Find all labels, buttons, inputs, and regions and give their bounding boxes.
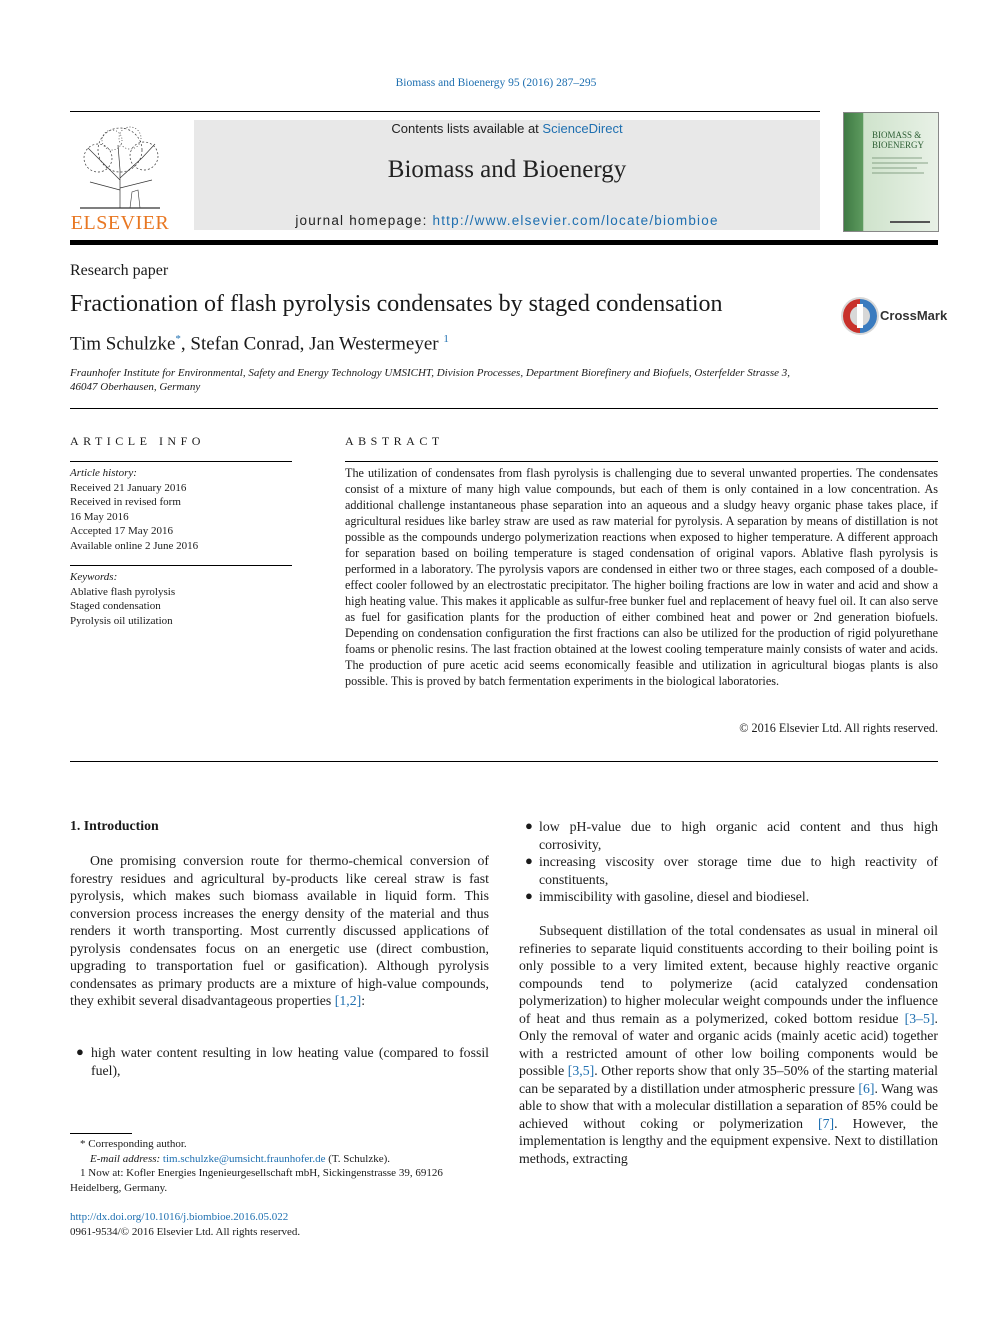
history-label: Article history: [70,467,137,479]
keyword-item: Ablative flash pyrolysis [70,585,176,598]
article-title: Fractionation of flash pyrolysis condensates by staged condensation [70,291,723,317]
article-type: Research paper [70,262,169,279]
list-item: immiscibility with gasoline, diesel and biodiesel. [539,889,810,904]
corresponding-author-mark[interactable]: * [175,333,181,345]
cover-publisher-mark [890,221,930,223]
email-suffix: (T. Schulzke). [325,1152,391,1165]
doi-block [70,1210,300,1239]
keyword-item: Staged condensation [70,600,161,612]
abstract-end-rule [70,761,938,762]
abstract-text: The utilization of condensates from flash pyrolysis is challenging due to several unwanted properties. The condensates consist of a mixture of many high value compounds, but each of them is only contained in a low concentration. As additional challenge instantaneous phase separation into an aqueous and a sludgy heavy organic phase takes place, if agricultural residues like barley straw are used as raw material for pyrolysis. A separation by means of distillation is not possible as the compounds undergo polymerization reactions when exposed to higher temperature. A different approach for separation based on boiling temperature is staged condensation of original vapors. Ablative flash pyrolysis is performed in a laboratory. The pyrolysis vapors are condensed in either two or three stages, each composed of a double-effect cooler followed by an electrostatic precipitator. The higher boiling fractions are low in water and acid and show a high heating value. This makes it applicable as sulfur-free bunker fuel and replacement of heavy fuel oil. It can also serve as fuel for gasification plants for the production of either combined heat and power or 2nd generation biofuels. Depending on condensation configuration the first fractions can also be utilized for the production of rigid polyurethane foams or phenolic resins. The last fraction obtained at the lowest cooling temperature mainly consists of water and acids. The production of pure acetic acid seems economically feasible and utilization in agricultural biogas plants is also possible. This is proved by batch fermentation experiments in the biological laboratories. [345,466,938,688]
history-item: Received 21 January 2016 [70,481,187,494]
citation-link[interactable]: [3–5] [904,1010,935,1026]
article-info-rule [70,461,292,462]
homepage-prefix: journal homepage: [295,213,433,228]
keywords-label: Keywords: [70,571,118,583]
crossmark-icon[interactable] [840,296,880,336]
abstract-copyright: © 2016 Elsevier Ltd. All rights reserved. [739,721,938,735]
contents-line [194,121,820,136]
homepage-link[interactable]: http://www.elsevier.com/locate/biombioe [432,213,719,228]
doi-link[interactable]: http://dx.doi.org/10.1016/j.biombioe.2016.05.022 [70,1211,289,1223]
keyword-item: Pyrolysis oil utilization [70,614,173,627]
footnote-email [70,1152,489,1167]
citation-link[interactable]: [7] [818,1115,835,1131]
cover-text-lines [872,155,930,175]
footnote-rule [70,1133,132,1134]
paragraph-text: : [361,993,366,1008]
paragraph-text: . Only the removal of water and organic acids (mainly acetic acid) together with a restricted amount of other low boiling components would be possible [519,1010,938,1078]
bullet-icon: ● [525,853,533,868]
header-thick-rule [70,240,938,245]
list-item: increasing viscosity over storage time due to high reactivity of constituents, [539,854,938,887]
citation-link[interactable]: [6] [858,1080,875,1096]
journal-homepage [194,213,820,228]
history-item: Accepted 17 May 2016 [70,525,173,537]
history-item: Available online 2 June 2016 [70,539,199,552]
section-heading-introduction: 1. Introduction [70,818,159,833]
keywords-rule [70,565,292,566]
footnote-1-mark[interactable]: 1 [443,333,449,345]
paragraph-text: . Wang was able to show that with a molecular distillation a separation of 85% could be achieved without coking or polymerization [519,1080,938,1131]
cover-title-line1: BIOMASS & [872,130,922,140]
citation-link[interactable]: [3,5] [567,1063,595,1078]
journal-title: Biomass and Bioenergy [387,156,627,183]
keywords [70,570,175,628]
affiliation: Fraunhofer Institute for Environmental, Safety and Energy Technology UMSICHT, Division Processes, Department Biorefinery and Biofuels, Osterfelder Strasse 3, 46047 Oberhausen, Germany [70,367,790,393]
bullet-icon: ● [525,818,533,833]
history-item: Received in revised form [70,496,181,508]
cover-title [872,130,934,150]
abstract-heading: ABSTRACT [345,434,444,448]
journal-citation[interactable]: Biomass and Bioenergy 95 (2016) 287–295 [395,77,597,89]
intro-paragraph-1 [70,852,489,1010]
email-link[interactable]: tim.schulzke@umsicht.fraunhofer.de [162,1152,326,1165]
citation-link[interactable]: [1,2] [334,993,362,1008]
footnote-corresponding: * Corresponding author. [80,1138,187,1150]
paragraph-text: . However, the implementation is lengthy and the equipment expensive. Next to distillation methods, extracting [519,1115,939,1166]
other-authors[interactable]: , Stefan Conrad, Jan Westermeyer [180,333,444,355]
cover-title-line2: BIOENERGY [872,140,924,150]
contents-prefix: Contents lists available at [391,121,543,136]
list-item: low pH-value due to high organic acid content and thus high corrosivity, [539,819,938,852]
elsevier-wordmark: ELSEVIER [70,212,170,234]
list-item: high water content resulting in low heating value (compared to fossil fuel), [91,1045,489,1078]
section-rule [70,408,938,409]
paragraph-text: . Other reports show that only 35–50% of the starting material can be separated by a distillation under atmospheric pressure [519,1063,938,1096]
footnotes [70,1137,489,1195]
paragraph-text: One promising conversion route for thermo-chemical conversion of forestry residues and agricultural by-products like cereal straw is fast pyrolysis, which makes such biomass available in liquid form. This conversion process increases the energy density of the material and thus renders it worth transporting. Most currently discussed applications of pyrolysis condensates focus on an energetic use (direct combustion, upgrading to transportation fuel or gasification). Although pyrolysis condensates as primary products are a mixture of high-value compounds, they exhibit several disadvantageous properties [70,853,489,1008]
intro-paragraph-2 [519,922,938,1167]
bullet-icon: ● [525,888,533,903]
history-item: 16 May 2016 [70,510,129,523]
paragraph-text: Subsequent distillation of the total condensates as usual in mineral oil refineries to separate liquid constituents according to their boiling point is only possible to a very limited extent, because highly reactive organic compounds tend to polymerize (acid catalyzed condensation polymerization) to higher molecular weight compounds under the influence of heat and thus remain as a polymerized, coked bottom residue [519,923,938,1026]
article-history [70,466,198,553]
sciencedirect-link[interactable]: ScienceDirect [542,121,623,136]
issn-line: 0961-9534/© 2016 Elsevier Ltd. All rights reserved. [70,1225,301,1238]
header-rule [70,111,820,112]
article-info-heading: ARTICLE INFO [70,434,205,448]
crossmark-label[interactable]: CrossMark [880,308,948,323]
abstract-rule [345,461,938,462]
author-schulzke[interactable]: Tim Schulzke [70,333,176,355]
author-list [70,333,449,355]
email-label: E-mail address: [90,1152,163,1165]
bullet-icon: ● [76,1044,84,1059]
footnote-1: 1 Now at: Kofler Energies Ingenieurgesellschaft mbH, Sickingenstrasse 39, 69126 Heidelberg, Germany. [70,1167,443,1194]
